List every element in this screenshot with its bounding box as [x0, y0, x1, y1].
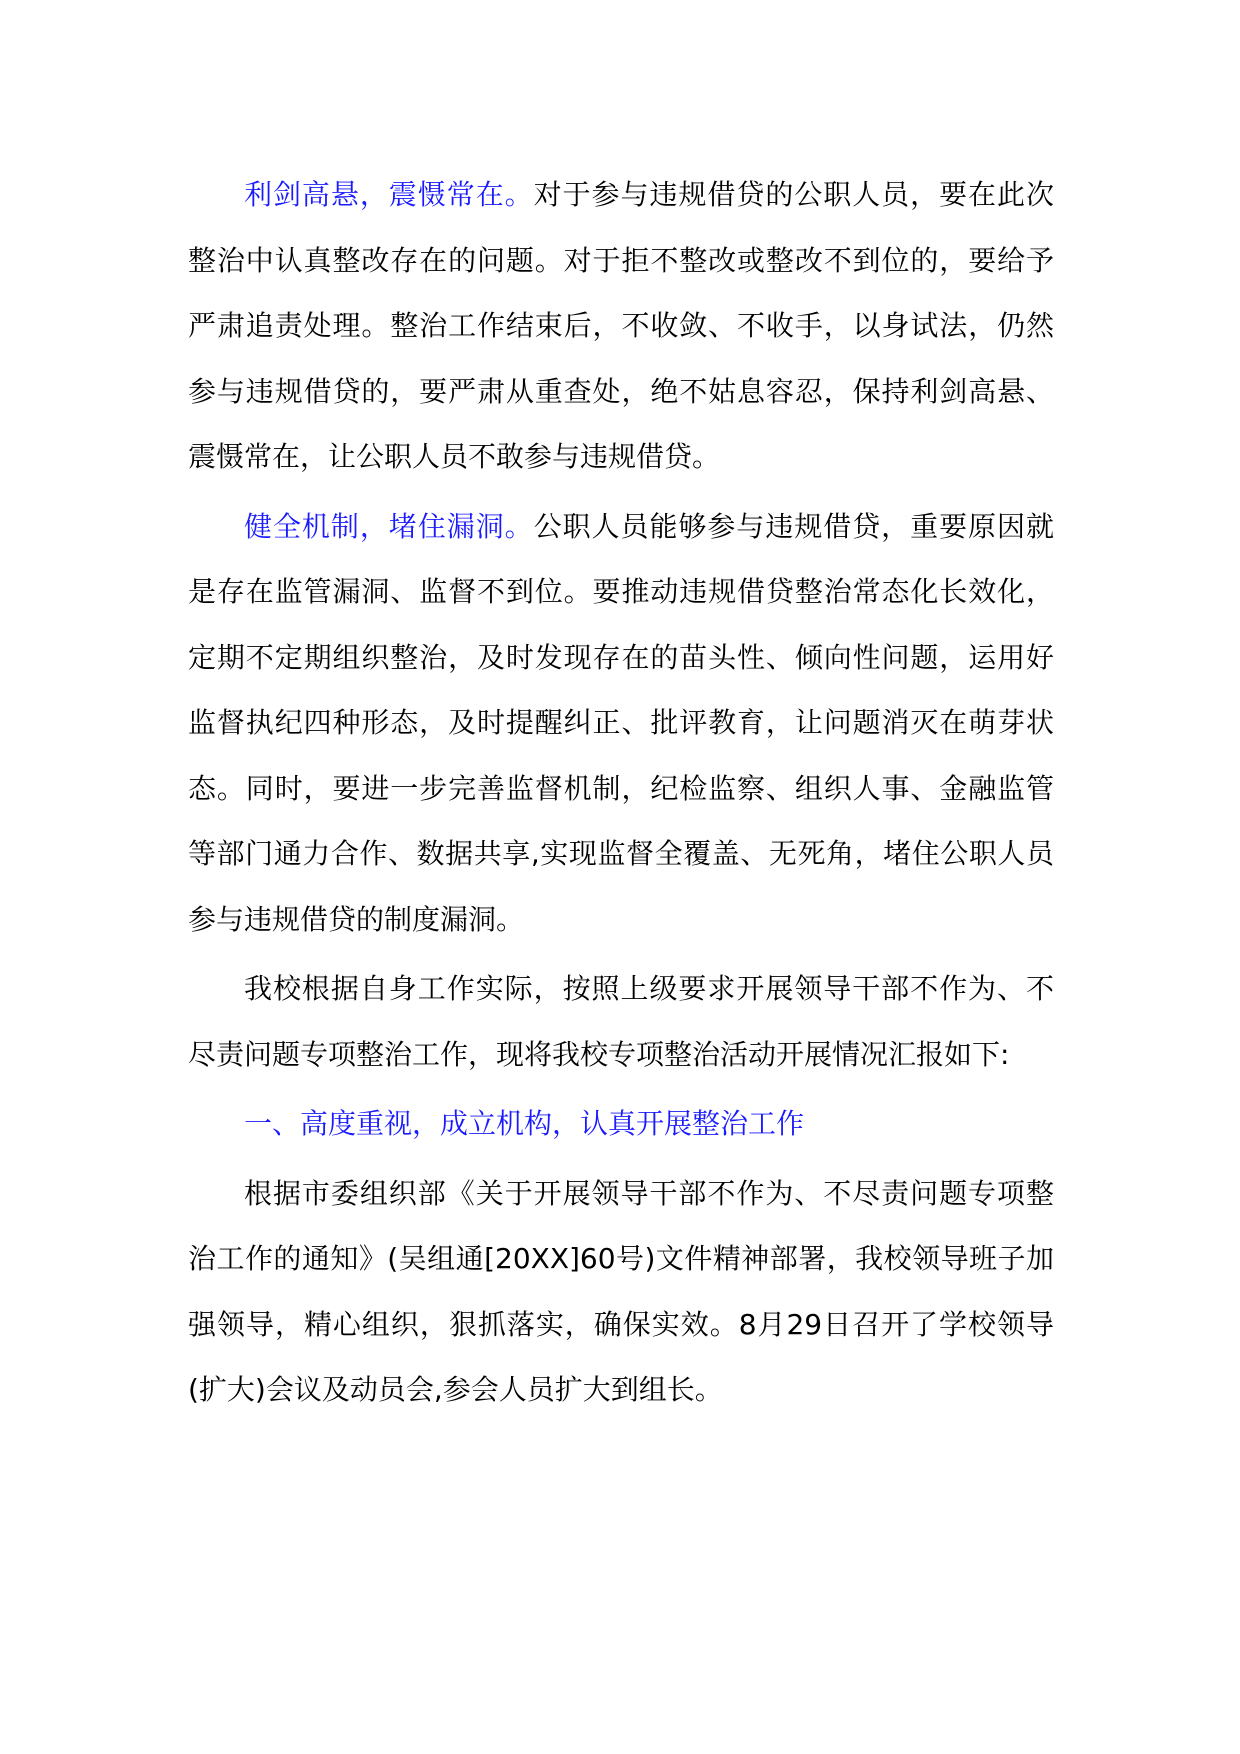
paragraph-text: 对于参与违规借贷的公职人员，要在此次整治中认真整改存在的问题。对于拒不整改或整改不到位的，要给予严肃追责处理。整治工作结束后，不收敛、不收手，以身试法，仍然参与违规借贷的，要严肃从重查处，绝不姑息容忍，保持利剑高悬、震慑常在，让公职人员不敢参与违规借贷。 — [188, 178, 1054, 473]
paragraph-text: 我校根据自身工作实际，按照上级要求开展领导干部不作为、不尽责问题专项整治工作，现将我校专项整治活动开展情况汇报如下: — [188, 972, 1054, 1071]
paragraph-lead: 健全机制，堵住漏洞。 — [244, 509, 534, 543]
paragraph-text: 根据市委组织部《关于开展领导干部不作为、不尽责问题专项整治工作的通知》(吴组通[20XX]60号)文件精神部署，我校领导班子加强领导，精心组织，狠抓落实，确保实效。8月29日召开了学校领导(扩大)会议及动员会,参会人员扩大到组长。 — [188, 1176, 1054, 1406]
paragraph-school-report — [188, 956, 1054, 1087]
paragraph-mechanism — [188, 494, 1054, 953]
paragraph-lead: 利剑高悬，震慑常在。 — [244, 178, 534, 211]
paragraph-deterrence — [188, 162, 1054, 490]
paragraph-section-body — [188, 1161, 1054, 1423]
section-heading: 一、高度重视，成立机构，认真开展整治工作 — [244, 1107, 805, 1140]
paragraph-text: 公职人员能够参与违规借贷，重要原因就是存在监管漏洞、监督不到位。要推动违规借贷整治常态化长效化，定期不定期组织整治，及时发现存在的苗头性、倾向性问题，运用好监督执纪四种形态，及时提醒纠正、批评教育，让问题消灭在萌芽状态。同时，要进一步完善监督机制，纪检监察、组织人事、金融监管等部门通力合作、数据共享,实现监督全覆盖、无死角，堵住公职人员参与违规借贷的制度漏洞。 — [188, 509, 1054, 936]
document-body — [188, 162, 1054, 1427]
